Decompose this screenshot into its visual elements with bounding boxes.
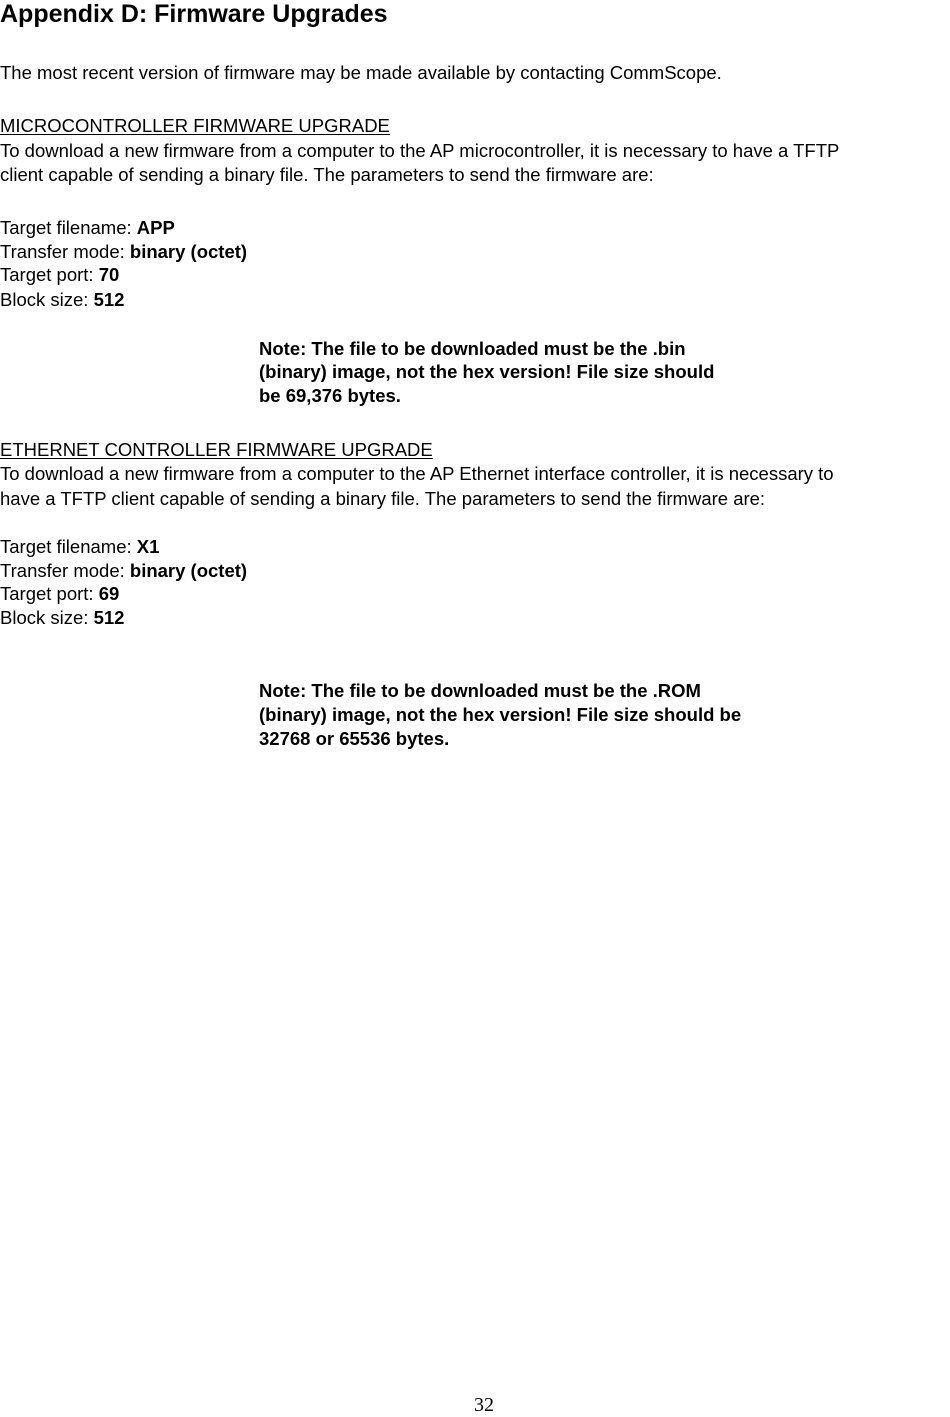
- param-label: Target filename:: [0, 536, 137, 557]
- note-line: (binary) image, not the hex version! File size should: [259, 361, 715, 382]
- section-description-line: To download a new firmware from a computer to the AP Ethernet interface controller, it is necessary to: [0, 463, 834, 484]
- param-label: Block size:: [0, 289, 94, 310]
- param-block-size: [0, 288, 124, 312]
- param-label: Target filename:: [0, 217, 137, 238]
- param-value: binary (octet): [129, 560, 248, 581]
- param-transfer-mode: [0, 559, 247, 583]
- param-target-filename: [0, 216, 175, 240]
- page-number: 32: [474, 1394, 494, 1416]
- section-heading: MICROCONTROLLER FIRMWARE UPGRADE: [0, 115, 390, 136]
- section-description-line: client capable of sending a binary file. The parameters to send the firmware are:: [0, 164, 654, 185]
- note-line: Note: The file to be downloaded must be the .bin: [259, 338, 686, 359]
- param-value: APP: [136, 217, 175, 238]
- param-label: Block size:: [0, 607, 94, 628]
- param-label: Transfer mode:: [0, 560, 130, 581]
- param-target-port: [0, 582, 119, 606]
- section-description-line: have a TFTP client capable of sending a binary file. The parameters to send the firmware are:: [0, 488, 766, 509]
- note-line: be 69,376 bytes.: [259, 385, 401, 406]
- param-target-port: [0, 263, 119, 287]
- param-value: X1: [136, 536, 160, 557]
- param-transfer-mode: [0, 240, 247, 264]
- param-target-filename: [0, 535, 159, 559]
- param-value: 512: [93, 289, 125, 310]
- section-description-line: To download a new firmware from a computer to the AP microcontroller, it is necessary to have a TFTP: [0, 140, 840, 161]
- intro-paragraph: The most recent version of firmware may be made available by contacting CommScope.: [0, 62, 722, 83]
- param-label: Target port:: [0, 583, 99, 604]
- note-line: (binary) image, not the hex version! File size should be: [259, 704, 742, 725]
- param-block-size: [0, 606, 124, 630]
- param-value: 69: [98, 583, 120, 604]
- page-title: Appendix D: Firmware Upgrades: [0, 0, 388, 28]
- section-heading: ETHERNET CONTROLLER FIRMWARE UPGRADE: [0, 439, 433, 460]
- param-value: 70: [98, 264, 120, 285]
- note-line: Note: The file to be downloaded must be the .ROM: [259, 680, 701, 701]
- param-value: binary (octet): [129, 241, 248, 262]
- param-label: Target port:: [0, 264, 99, 285]
- param-value: 512: [93, 607, 125, 628]
- param-label: Transfer mode:: [0, 241, 130, 262]
- note-line: 32768 or 65536 bytes.: [259, 728, 450, 749]
